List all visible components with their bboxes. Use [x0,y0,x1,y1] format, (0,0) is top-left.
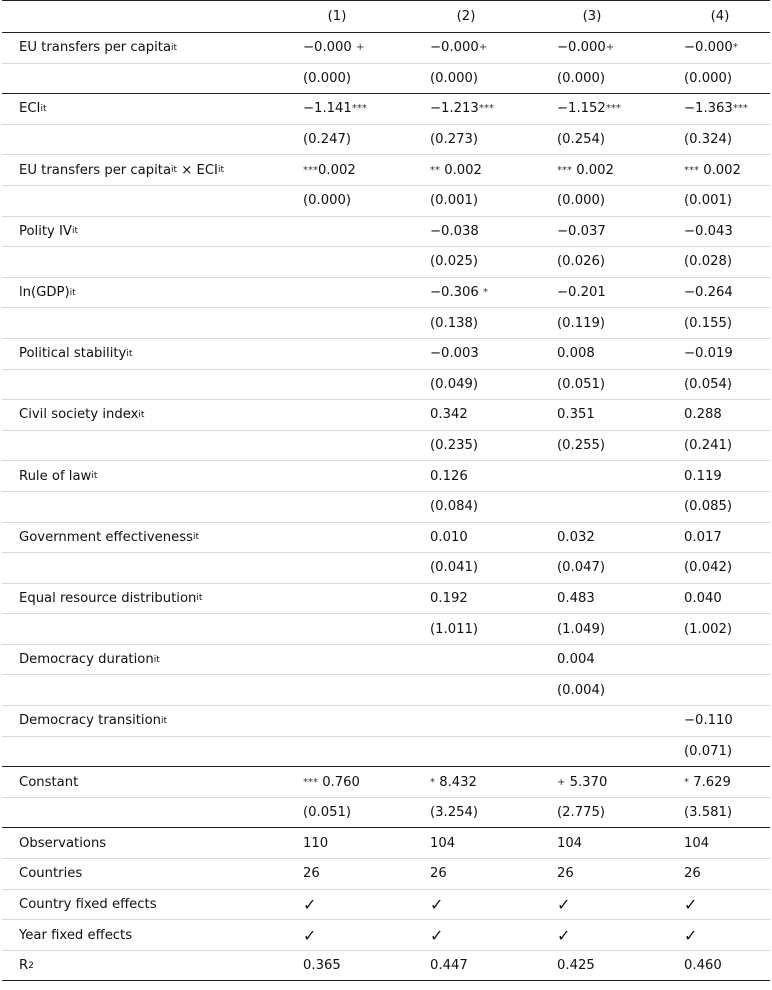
row-label-subscript: it [40,103,47,114]
table-cell [557,645,595,675]
table-cell [557,828,582,858]
column-header: (2) [456,9,476,24]
table-cell [557,553,605,583]
table-cell [430,859,447,889]
table-row [2,339,770,370]
cell-value: −0.264 [684,285,733,301]
table-cell [684,767,731,797]
table-cell [557,584,595,614]
table-cell [303,33,364,63]
table-cell [684,64,732,94]
table-cell [303,186,351,216]
row-label-subscript: it [126,348,133,359]
significance-marker: *** [684,164,699,176]
table-cell [684,553,732,583]
row-label [19,890,157,920]
cell-value: 0.425 [557,958,595,974]
table-cell [430,33,487,63]
cell-value: 5.370 [565,774,608,790]
cell-value: 0.002 [572,162,614,178]
row-label-text: Countries [19,866,83,882]
significance-marker: * [483,287,488,299]
cell-value: (0.004) [557,682,606,698]
table-cell [684,461,722,491]
row-label-text: Rule of law [19,468,92,484]
cell-value: (0.000) [430,70,479,86]
significance-marker: *** [303,164,318,176]
table-cell [684,247,732,277]
table-cell [684,186,732,216]
table-row [2,523,770,554]
table-cell: ✓ [557,894,571,914]
cell-value: −0.019 [684,346,733,362]
table-cell [430,370,478,400]
table-cell [557,217,606,247]
cell-value: −1.213 [430,101,479,117]
table-cell [684,828,709,858]
table-cell [430,951,468,981]
table-cell [684,431,732,461]
row-label-text: Country fixed effects [19,896,157,912]
table-cell [684,798,732,828]
table-row [2,278,770,309]
cell-value: −1.141 [303,101,352,117]
row-label [19,339,132,369]
table-cell [557,767,607,797]
table-header-row [2,0,770,33]
table-cell: ✓ [684,894,698,914]
cell-value: 0.365 [303,958,341,974]
cell-value: (0.051) [557,376,606,392]
cell-value: 0.126 [430,468,468,484]
column-header: (4) [710,9,730,24]
row-label-subscript: it [138,409,145,420]
cell-value: (0.042) [684,560,733,576]
table-cell [684,737,732,767]
cell-value: 26 [557,866,574,882]
cell-value: 8.432 [435,774,477,790]
cell-value: 0.192 [430,590,468,606]
row-label-subscript: it [161,715,168,726]
cell-value: (0.071) [684,743,733,759]
table-row [2,461,770,492]
row-label-text: Civil society index [19,407,139,423]
table-cell [684,370,732,400]
cell-value: (0.119) [557,315,606,331]
cell-value: 0.760 [318,774,360,790]
cell-value: (0.001) [684,193,733,209]
table-row [2,798,770,829]
cell-value: (0.000) [557,70,606,86]
row-label [19,94,46,124]
table-cell: ✓ [430,925,444,945]
regression-table [2,0,770,981]
cell-value: −0.000 [430,40,479,56]
table-row [2,553,770,584]
table-row [2,155,770,186]
row-label [19,706,167,736]
row-label [19,859,82,889]
table-cell [430,767,477,797]
cell-value: 0.008 [557,346,595,362]
significance-marker: + [605,42,615,54]
table-cell [430,584,468,614]
table-cell [430,217,479,247]
table-cell [303,859,320,889]
table-cell [557,247,605,277]
table-row [2,706,770,737]
cell-value: (0.025) [430,254,479,270]
table-cell [557,859,574,889]
cell-value: (0.028) [684,254,733,270]
cell-value: −0.003 [430,346,479,362]
table-cell [430,247,478,277]
row-label-text: Observations [19,835,107,851]
table-cell [430,308,478,338]
cell-value: (1.011) [430,621,479,637]
table-row [2,125,770,156]
row-label-text: Democracy duration [19,652,154,668]
table-cell: ✓ [303,925,317,945]
cell-value: (1.002) [684,621,733,637]
table-cell [684,706,733,736]
cell-value: 104 [430,835,456,851]
cell-value: 0.002 [318,162,356,178]
row-label [19,951,34,981]
row-label-text: Year fixed effects [19,927,133,943]
row-label [19,461,97,491]
cell-value: (0.000) [303,193,352,209]
table-cell [430,278,488,308]
row-label [19,155,224,185]
table-cell [430,64,478,94]
table-cell [430,523,468,553]
table-cell: ✓ [557,925,571,945]
table-cell [684,278,733,308]
cell-value: 110 [303,835,329,851]
cell-value: (0.155) [684,315,733,331]
cell-value: 0.342 [430,407,468,423]
row-label-text: ln(GDP) [19,285,70,301]
table-cell [557,125,605,155]
cell-value: −0.037 [557,223,606,239]
row-label-text: EU transfers per capita [19,40,172,56]
row-label-subscript: it [91,471,98,482]
row-label-text: Constant [19,774,79,790]
significance-marker: *** [557,164,572,176]
cell-value: −0.110 [684,713,733,729]
table-row [2,737,770,768]
table-cell [557,523,595,553]
row-label-text: R [19,958,29,974]
table-cell [557,400,595,430]
table-row [2,920,770,951]
table-cell [557,614,605,644]
table-row [2,614,770,645]
table-cell [557,278,606,308]
significance-marker: * [430,776,435,788]
table-cell [430,828,455,858]
table-cell [684,614,732,644]
row-label-subscript: it [171,165,178,176]
cell-value: (0.085) [684,499,733,515]
table-cell [430,492,478,522]
table-cell [557,308,605,338]
table-cell [557,155,614,185]
table-cell [557,339,595,369]
table-cell [430,94,494,124]
table-row [2,370,770,401]
table-row [2,951,770,982]
row-label [19,920,132,950]
table-cell: ✓ [684,925,698,945]
row-label [19,523,199,553]
row-label-subscript: it [196,593,203,604]
row-label-text: EU transfers per capita [19,162,172,178]
cell-value: (0.235) [430,438,479,454]
cell-value: 26 [430,866,447,882]
row-label [19,828,106,858]
significance-marker: *** [478,103,494,115]
table-cell [557,798,605,828]
table-cell [303,125,351,155]
cell-value: 0.447 [430,958,468,974]
table-cell [557,951,595,981]
table-row [2,33,770,64]
table-cell [430,614,478,644]
table-row [2,767,770,798]
table-row [2,890,770,921]
cell-value: 0.017 [684,529,722,545]
cell-value: (0.000) [684,70,733,86]
cell-value: (3.581) [684,805,733,821]
table-cell [430,553,478,583]
table-cell [557,431,605,461]
cell-value: 0.040 [684,590,722,606]
table-cell [303,951,341,981]
cell-value: −1.363 [684,101,733,117]
cell-value: 0.288 [684,407,722,423]
cell-value: (0.051) [303,805,352,821]
table-row [2,94,770,125]
table-cell [430,461,468,491]
cell-value: 0.483 [557,590,595,606]
table-cell [684,584,722,614]
significance-marker: *** [351,103,367,115]
table-row [2,247,770,278]
table-cell [303,64,351,94]
row-label-text: Government effectiveness [19,529,193,545]
significance-marker: + [478,42,488,54]
table-cell: ✓ [430,894,444,914]
cell-value: 0.004 [557,652,595,668]
table-cell [684,400,722,430]
table-cell [684,155,741,185]
significance-marker: *** [732,103,748,115]
cell-value: 0.351 [557,407,595,423]
row-label-suffix: × ECI [177,162,218,178]
table-cell [684,859,701,889]
row-label [19,645,160,675]
cell-value: 0.119 [684,468,722,484]
row-label-subscript: it [69,287,76,298]
table-row [2,308,770,339]
table-row [2,431,770,462]
significance-marker: *** [605,103,621,115]
table-cell [684,951,722,981]
table-cell [430,400,468,430]
cell-value: (0.255) [557,438,606,454]
table-cell [684,94,748,124]
table-cell [684,492,732,522]
table-row [2,186,770,217]
cell-value: −0.043 [684,223,733,239]
row-label-text: Political stability [19,346,127,362]
table-cell [430,186,478,216]
table-cell [430,798,478,828]
table-cell: ✓ [303,894,317,914]
table-cell [303,94,367,124]
row-label [19,400,144,430]
table-row [2,64,770,95]
cell-value: −0.201 [557,285,606,301]
cell-value: 0.002 [440,162,482,178]
cell-value: (0.273) [430,132,479,148]
table-cell [684,125,732,155]
table-cell [303,155,356,185]
row-label [19,217,78,247]
table-cell [430,431,478,461]
cell-value: (0.047) [557,560,606,576]
table-row [2,400,770,431]
table-cell [557,94,621,124]
cell-value: (0.000) [557,193,606,209]
row-label-superscript: 2 [28,960,34,971]
significance-marker: ** [430,164,440,176]
cell-value: 0.010 [430,529,468,545]
cell-value: 0.032 [557,529,595,545]
table-cell [684,339,733,369]
column-header: (3) [582,9,602,24]
row-label [19,33,177,63]
cell-value: −0.000 [557,40,606,56]
cell-value: 104 [557,835,583,851]
table-cell [684,308,732,338]
table-cell [303,798,351,828]
row-label-subscript: it [71,226,78,237]
row-label-subscript: it [153,654,160,665]
table-cell [557,64,605,94]
significance-marker: * [684,776,689,788]
cell-value: 104 [684,835,710,851]
row-label-text: ECI [19,101,41,117]
row-label-subscript: it [217,165,224,176]
cell-value: (0.254) [557,132,606,148]
table-cell [430,339,479,369]
table-row [2,645,770,676]
cell-value: −0.000 [303,40,356,56]
cell-value: (0.324) [684,132,733,148]
cell-value: (0.241) [684,438,733,454]
table-cell [557,186,605,216]
table-body [2,33,770,981]
cell-value: (0.247) [303,132,352,148]
table-row [2,675,770,706]
row-label-subscript: it [171,42,178,53]
row-label [19,278,76,308]
significance-marker: * [732,42,738,54]
row-label [19,767,78,797]
cell-value: (0.049) [430,376,479,392]
table-cell [684,33,738,63]
table-cell [684,523,722,553]
cell-value: 0.460 [684,958,722,974]
table-cell [557,33,614,63]
table-row [2,217,770,248]
column-header: (1) [327,9,347,24]
significance-marker: + [356,42,365,54]
row-label-subscript: it [192,532,199,543]
cell-value: (1.049) [557,621,606,637]
table-row [2,584,770,615]
cell-value: (3.254) [430,805,479,821]
table-cell [557,370,605,400]
table-row [2,828,770,859]
cell-value: (0.000) [303,70,352,86]
cell-value: (0.084) [430,499,479,515]
cell-value: (0.026) [557,254,606,270]
table-cell [303,828,328,858]
cell-value: 7.629 [689,774,731,790]
significance-marker: + [557,776,566,788]
table-row [2,492,770,523]
table-cell [430,125,478,155]
cell-value: 0.002 [699,162,741,178]
table-cell [557,675,605,705]
significance-marker: *** [303,776,318,788]
table-cell [303,767,360,797]
cell-value: −0.038 [430,223,479,239]
row-label [19,584,202,614]
cell-value: (0.041) [430,560,479,576]
row-label-text: Polity IV [19,223,72,239]
cell-value: −0.306 [430,285,483,301]
cell-value: (0.001) [430,193,479,209]
table-row [2,859,770,890]
cell-value: 26 [303,866,320,882]
cell-value: 26 [684,866,701,882]
table-cell [430,155,482,185]
cell-value: −1.152 [557,101,606,117]
cell-value: (2.775) [557,805,606,821]
cell-value: (0.054) [684,376,733,392]
cell-value: (0.138) [430,315,479,331]
row-label-text: Democracy transition [19,713,162,729]
row-label-text: Equal resource distribution [19,590,197,606]
cell-value: −0.000 [684,40,733,56]
table-cell [684,217,733,247]
